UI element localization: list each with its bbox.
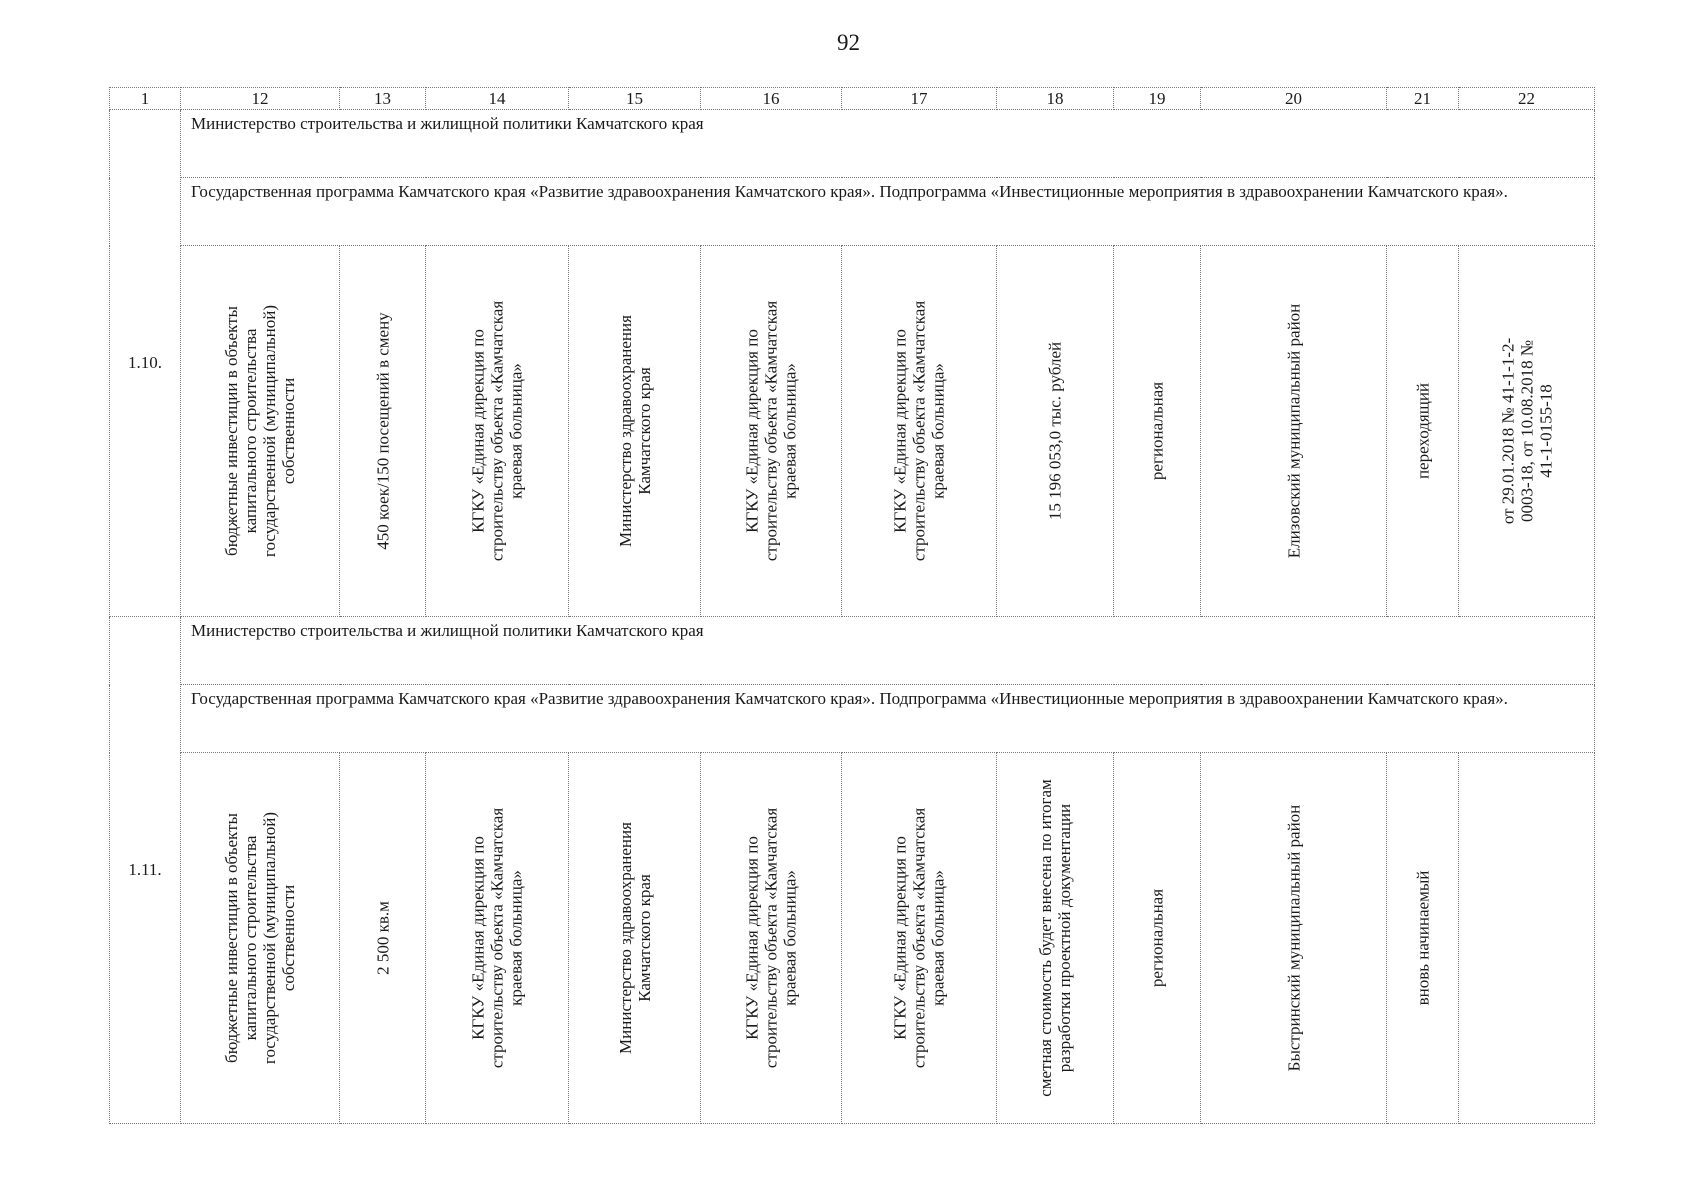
cell-text: от 29.01.2018 № 41-1-1-2-0003-18, от 10.08.2018 № 41-1-0155-18: [1497, 337, 1556, 525]
cell-col-13: [340, 246, 426, 617]
cell-col-13: [340, 753, 426, 1124]
entry-number: 1.11.: [110, 617, 181, 1124]
entry-ministry-row: [110, 617, 1595, 685]
header-cell: 13: [340, 88, 426, 110]
cell-text: 450 коек/150 посещений в смену: [372, 312, 392, 550]
header-cell: 20: [1201, 88, 1387, 110]
header-cell: 19: [1114, 88, 1201, 110]
cell-text: региональная: [1147, 888, 1167, 988]
cell-col-22: [1459, 753, 1595, 1124]
cell-text: переходящий: [1412, 382, 1432, 480]
header-cell: 16: [701, 88, 842, 110]
header-cell: 17: [842, 88, 997, 110]
cell-text: вновь начинаемый: [1412, 870, 1432, 1006]
cell-col-15: [569, 753, 701, 1124]
entry-data-row: [110, 246, 1595, 617]
cell-col-15: [569, 246, 701, 617]
header-cell: 18: [997, 88, 1114, 110]
cell-col-18: [997, 246, 1114, 617]
cell-text: 15 196 053,0 тыс. рублей: [1045, 341, 1065, 521]
entry-ministry-row: [110, 110, 1595, 178]
cell-text: сметная стоимость будет внесена по итогам разработки проектной документации: [1035, 779, 1074, 1097]
cell-text: КГКУ «Единая дирекция по строительству объекта «Камчатская краевая больница»: [468, 807, 526, 1069]
header-row: [110, 88, 1595, 110]
header-cell: 21: [1387, 88, 1459, 110]
cell-col-12: [181, 753, 340, 1124]
cell-text: КГКУ «Единая дирекция по строительству объекта «Камчатская краевая больница»: [890, 807, 948, 1069]
cell-col-16: [701, 753, 842, 1124]
cell-col-16: [701, 246, 842, 617]
cell-text: Быстринский муниципальный район: [1283, 804, 1303, 1072]
cell-col-14: [426, 246, 569, 617]
objects-table: [109, 87, 1595, 1124]
entry-number: 1.10.: [110, 110, 181, 617]
cell-text: КГКУ «Единая дирекция по строительству объекта «Камчатская краевая больница»: [742, 300, 800, 562]
cell-text: КГКУ «Единая дирекция по строительству объекта «Камчатская краевая больница»: [468, 300, 526, 562]
header-cell: 15: [569, 88, 701, 110]
cell-col-17: [842, 246, 997, 617]
cell-col-22: [1459, 246, 1595, 617]
cell-col-21: [1387, 246, 1459, 617]
entry-program-row: [110, 685, 1595, 753]
cell-text: КГКУ «Единая дирекция по строительству объекта «Камчатская краевая больница»: [742, 807, 800, 1069]
header-cell: 12: [181, 88, 340, 110]
header-cell: 1: [110, 88, 181, 110]
cell-text: Министерство здравоохранения Камчатского края: [615, 822, 654, 1054]
entry-program-row: [110, 178, 1595, 246]
cell-text: бюджетные инвестиции в объекты капитального строительства государственной (муниципальной) собственности: [221, 304, 299, 558]
cell-text: 2 500 кв.м: [372, 901, 392, 975]
entry-ministry: Министерство строительства и жилищной политики Камчатского края: [181, 110, 1595, 178]
header-cell: 14: [426, 88, 569, 110]
entry-ministry: Министерство строительства и жилищной политики Камчатского края: [181, 617, 1595, 685]
cell-col-12: [181, 246, 340, 617]
entry-program: Государственная программа Камчатского края «Развитие здравоохранения Камчатского края». Подпрограмма «Инвестиционные мероприятия в здравоохранении Камчатского края».: [181, 178, 1595, 246]
cell-col-21: [1387, 753, 1459, 1124]
cell-col-19: [1114, 246, 1201, 617]
entry-program: Государственная программа Камчатского края «Развитие здравоохранения Камчатского края». Подпрограмма «Инвестиционные мероприятия в здравоохранении Камчатского края».: [181, 685, 1595, 753]
cell-col-14: [426, 753, 569, 1124]
cell-text: региональная: [1147, 381, 1167, 481]
entry-data-row: [110, 753, 1595, 1124]
cell-text: КГКУ «Единая дирекция по строительству объекта «Камчатская краевая больница»: [890, 300, 948, 562]
cell-col-20: [1201, 753, 1387, 1124]
cell-col-19: [1114, 753, 1201, 1124]
header-cell: 22: [1459, 88, 1595, 110]
cell-text: Министерство здравоохранения Камчатского края: [615, 315, 654, 547]
cell-text: Елизовский муниципальный район: [1283, 303, 1303, 559]
cell-text: бюджетные инвестиции в объекты капитального строительства государственной (муниципальной) собственности: [221, 811, 299, 1065]
cell-col-17: [842, 753, 997, 1124]
cell-col-18: [997, 753, 1114, 1124]
cell-col-20: [1201, 246, 1387, 617]
page-number: 92: [837, 30, 860, 55]
